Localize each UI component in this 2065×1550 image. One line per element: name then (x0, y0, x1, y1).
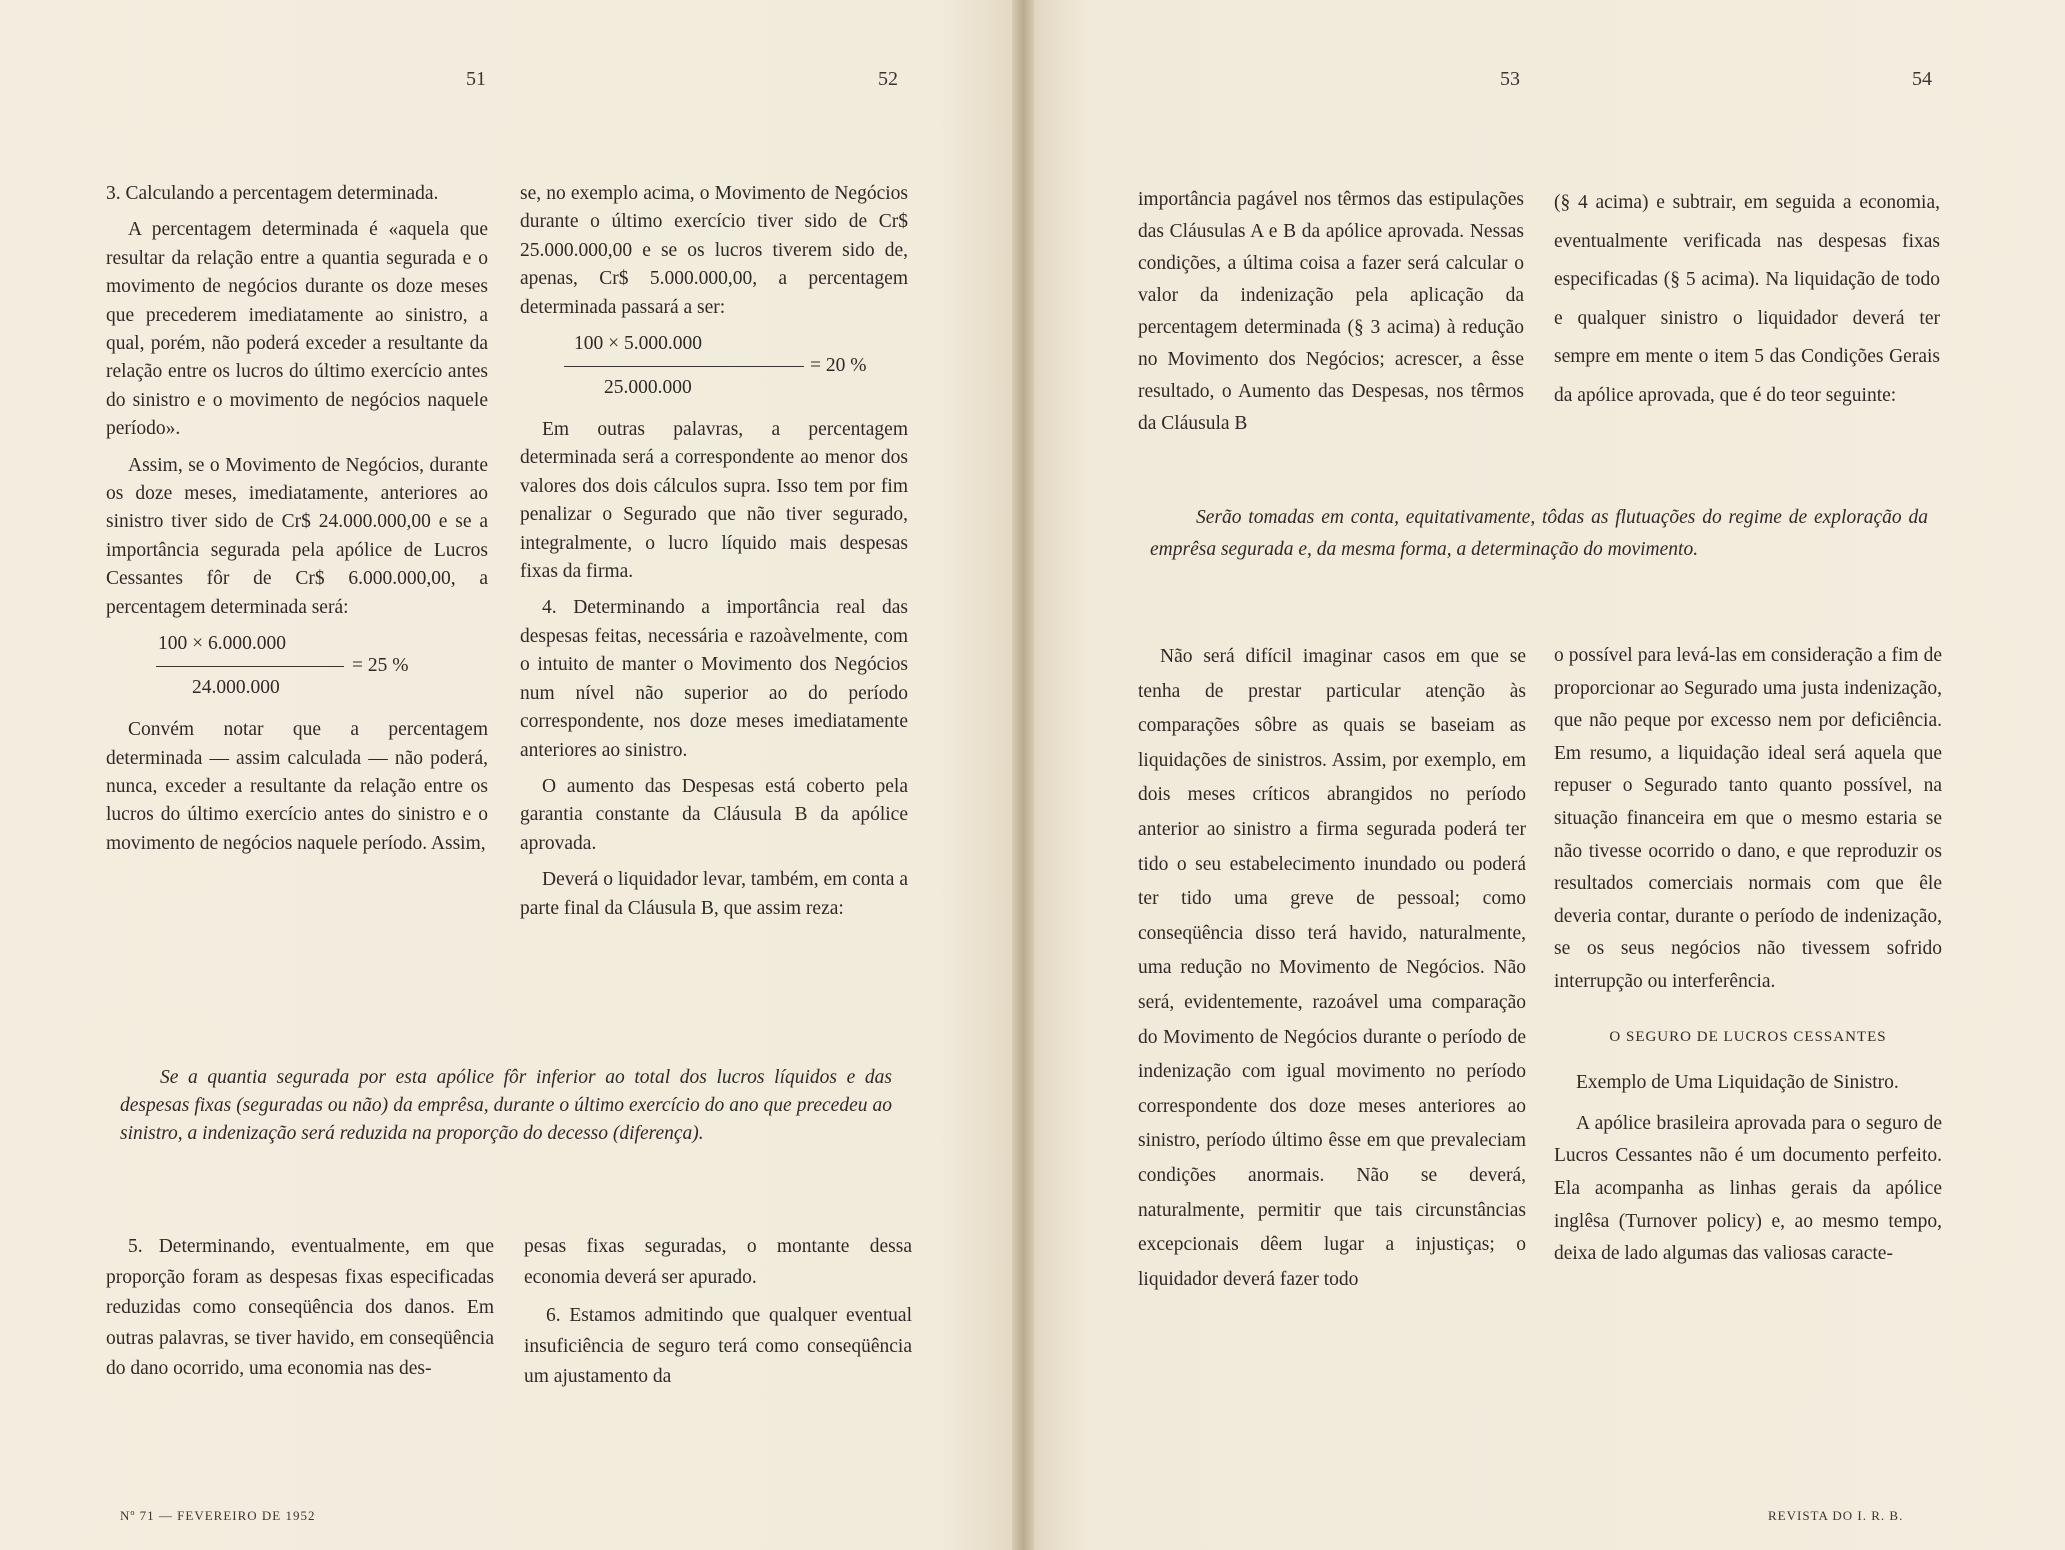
paragraph-3-heading: 3. Calculando a percentagem determinada. (106, 183, 439, 204)
page-number-51: 51 (466, 68, 486, 90)
paragraph-subtract-economy: (§ 4 acima) e subtrair, em seguida a economia, eventualmente verificada nas despesas fixas especificadas (§ 5 acima). Na liquidação de todo e qualquer sinistro o liquidador deverá ter sempre em mente o item 5 das Condições Gerais da apólice aprovada, que é do teor seguinte: (1554, 192, 1940, 406)
formula-20-percent (520, 330, 908, 404)
column-page-51-bottom (106, 1232, 494, 1393)
footer-issue: Nº 71 — FEVEREIRO DE 1952 (120, 1508, 316, 1523)
conditions-item-5-quote: Serão tomadas em conta, equitativamente, tôdas as flutuações do regime de exploração da emprêsa segurada e, da mesma forma, a determinação do movimento. (1150, 507, 1928, 560)
column-page-53-bottom (1138, 640, 1526, 1305)
paragraph-clause-b: Deverá o liquidador levar, também, em conta a parte final da Cláusula B, que assim reza: (520, 869, 908, 919)
section-title: O SEGURO DE LUCROS CESSANTES (1609, 1028, 1887, 1045)
paragraph-note: Convém notar que a percentagem determinada — assim calculada — não poderá, nunca, exceder a resultante da relação entre os lucros do último exercício antes do sinistro e o movimento de negócios naquele período. Assim, (106, 719, 488, 854)
column-page-51 (106, 180, 488, 866)
formula-denominator: 24.000.000 (192, 677, 280, 699)
book-gutter (1012, 0, 1034, 1550)
paragraph-example: Assim, se o Movimento de Negócios, durante os doze meses, imediatamente, anteriores ao sinistro tiver sido de Cr$ 24.000.000,00 e se a importância segurada pela apólice de Lucros Cessantes fôr de Cr$ 6.000.000,00, a percentagem determinada será: (106, 454, 488, 618)
paragraph-4: 4. Determinando a importância real das despesas feitas, necessária e razoàvelmente, com o intuito de manter o Movimento dos Negócios num nível não superior ao do período correspondente, nos doze meses imediatamente anteriores ao sinistro. (520, 597, 908, 761)
column-page-54-top (1554, 184, 1940, 423)
paragraph-indemnity-calc: importância pagável nos têrmos das estipulações das Cláusulas A e B da apólice aprovada. Nessas condições, a última coisa a fazer será calcular o valor da indenização pela aplicação da percentagem determinada (§ 3 acima) à redução no Movimento dos Negócios; acrescer, a êsse resultado, o Aumento das Despesas, nos têrmos da Cláusula B (1138, 189, 1524, 434)
formula-denominator: 25.000.000 (604, 377, 692, 399)
formula-result: = 20 % (810, 355, 867, 377)
formula-25-percent (106, 630, 488, 704)
formula-numerator: 100 × 6.000.000 (158, 633, 286, 655)
column-page-52-bottom (524, 1232, 912, 1401)
paragraph-5: 5. Determinando, eventualmente, em que proporção foram as despesas fixas especificadas reduzidas como conseqüência dos danos. Em outras palavras, se tiver havido, em conseqüência do dano ocorrido, uma economia nas des- (106, 1236, 494, 1379)
paragraph-difficult-cases: Não será difícil imaginar casos em que se tenha de prestar particular atenção às comparações sôbre as quais se baseiam as liquidações de sinistros. Assim, por exemplo, em dois meses críticos abrangidos no período anterior ao sinistro a firma segurada poderá ter tido o seu estabelecimento inundado ou poderá ter tido uma greve de pessoal; como conseqüência disso terá havido, naturalmente, uma redução no Movimento de Negócios. Não será, evidentemente, razoável uma comparação do Movimento de Negócios durante o período de indenização com igual movimento no período correspondente dos doze meses anteriores ao sinistro, período último êsse em que prevaleciam condições anormais. Não se deverá, naturalmente, permitir que tais circunstâncias excepcionais dêem lugar a injustiças; o liquidador deverá fazer todo (1138, 646, 1526, 1290)
paragraph-continuation: se, no exemplo acima, o Movimento de Negócios durante o último exercício tiver sido de Cr$ 25.000.000,00 e se os lucros tiverem sido de, apenas, Cr$ 5.000.000,00, a percentagem determinada passará a ser: (520, 183, 908, 318)
section-subtitle: Exemplo de Uma Liquidação de Sinistro. (1576, 1072, 1899, 1094)
paragraph-ideal-settlement: o possível para levá-las em consideração a fim de proporcionar ao Segurado uma justa indenização, que não peque por excesso nem por deficiência. Em resumo, a liquidação ideal será aquela que repuser o Segurado tanto quanto possível, na situação financeira em que o mesmo estaria se não tivesse ocorrido o dano, e que reproduzir os resultados comerciais normais com que êle deveria contar, durante o período de indenização, se os seus negócios não tivessem sofrido interrupção ou interferência. (1554, 645, 1942, 992)
fraction-bar (156, 666, 344, 667)
formula-result: = 25 % (352, 655, 409, 677)
paragraph-continuation: pesas fixas seguradas, o montante dessa economia deverá ser apurado. (524, 1236, 912, 1288)
column-page-54-bottom (1554, 640, 1942, 1279)
paragraph-definition: A percentagem determinada é «aquela que resultar da relação entre a quantia segurada e o movimento de negócios durante os doze meses que precederem imediatamente ao sinistro, a qual, porém, não poderá exceder a resultante da relação entre os lucros do último exercício antes do sinistro e o movimento de negócios naquele período». (106, 219, 488, 440)
column-page-52 (520, 180, 908, 931)
paragraph-increase: O aumento das Despesas está coberto pela garantia constante da Cláusula B da apólice aprovada. (520, 775, 908, 854)
formula-numerator: 100 × 5.000.000 (574, 333, 702, 355)
paragraph-brazilian-policy: A apólice brasileira aprovada para o seguro de Lucros Cessantes não é um documento perfeito. Ela acompanha as linhas gerais da apólice inglêsa (Turnover policy) e, ao mesmo tempo, deixa de lado algumas das valiosas caracte- (1554, 1112, 1942, 1265)
column-page-53-top (1138, 184, 1524, 448)
clause-b-quote: Se a quantia segurada por esta apólice fôr inferior ao total dos lucros líquidos e das despesas fixas (seguradas ou não) da emprêsa, durante o último exercício do ano que precedeu ao sinistro, a indenização será reduzida na proporção do decesso (diferença). (120, 1067, 892, 1144)
page-number-54: 54 (1912, 68, 1932, 90)
paragraph-6: 6. Estamos admitindo que qualquer eventual insuficiência de seguro terá como conseqüência um ajustamento da (524, 1305, 912, 1387)
paragraph-in-other-words: Em outras palavras, a percentagem determinada será a correspondente ao menor dos valores dos dois cálculos supra. Isso tem por fim penalizar o Segurado que não tiver segurado, integralmente, o lucro líquido mais despesas fixas da firma. (520, 419, 908, 583)
page-number-53: 53 (1500, 68, 1520, 90)
page-number-52: 52 (878, 68, 898, 90)
fraction-bar (564, 366, 804, 367)
footer-journal: REVISTA DO I. R. B. (1768, 1508, 1904, 1523)
